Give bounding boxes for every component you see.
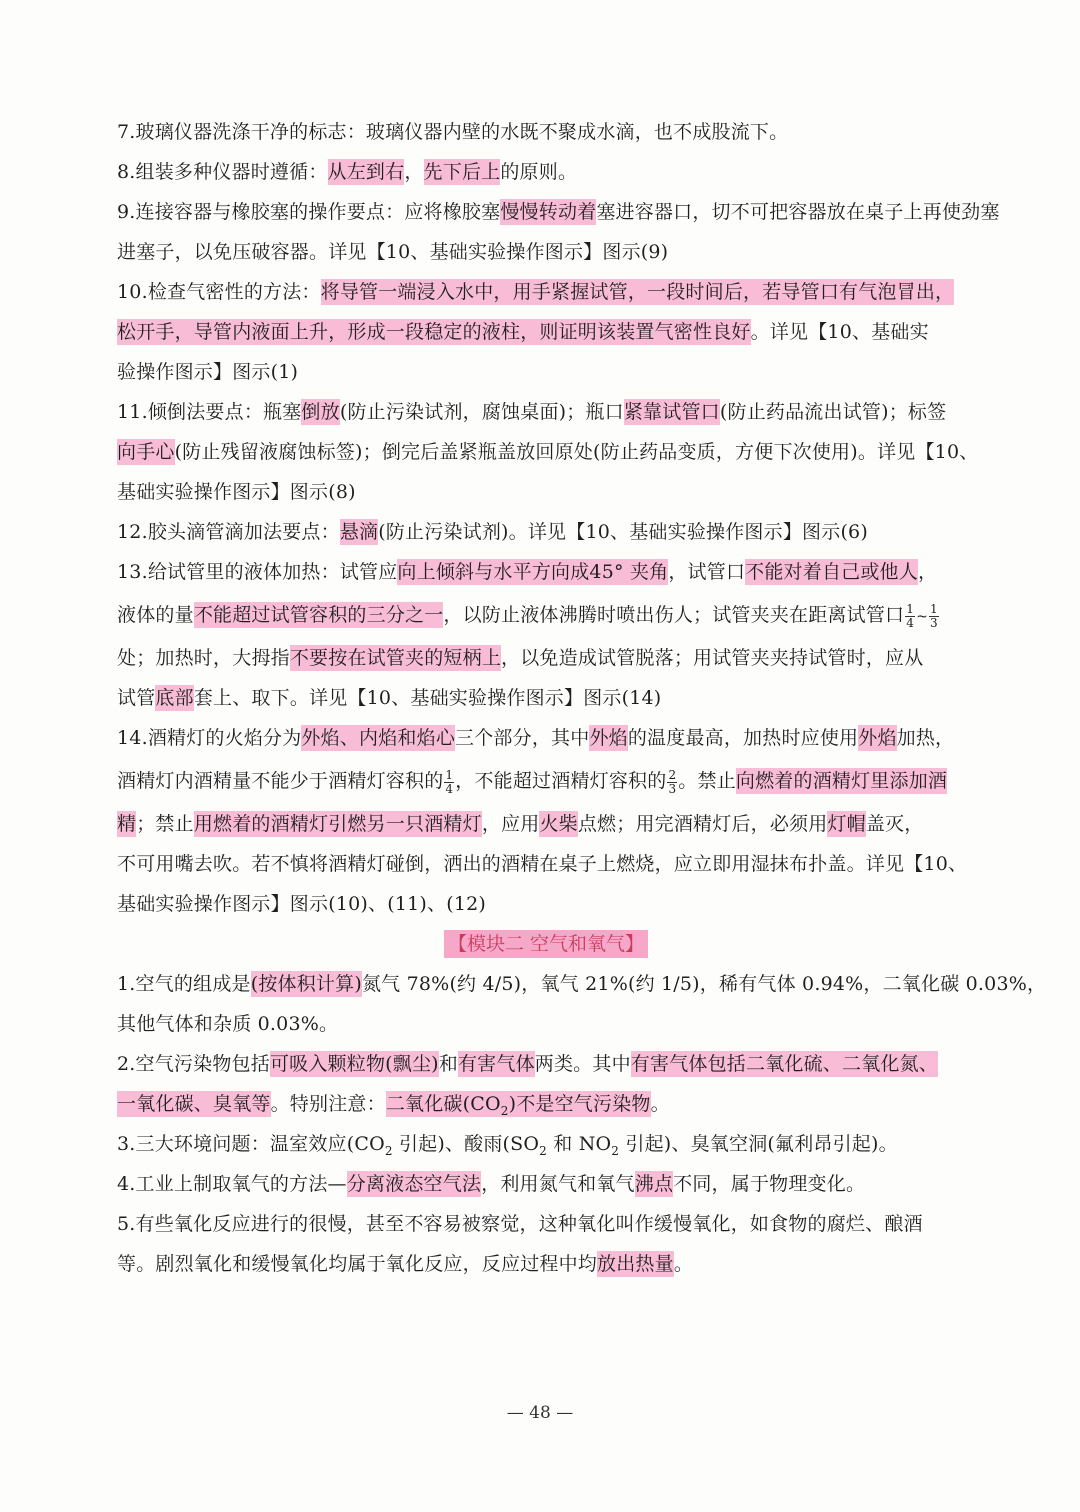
fraction-one-quarter: $\frac{1}{4}$ [906,601,915,630]
module2-item-1-line-2: 其他气体和杂质 0.03%。 [117,1013,339,1035]
module-heading: 【模块二 空气和氧气】 [117,924,975,964]
module2-item-5-line-1: 5.有些氧化反应进行的很慢，甚至不容易被察觉，这种氧化叫作缓慢氧化，如食物的腐烂、酿酒 [117,1213,923,1235]
item-14-line-3: 精；禁止用燃着的酒精灯引燃另一只酒精灯，应用火柴点燃；用完酒精灯后，必须用灯帽盖灭， [117,813,924,835]
item-8: 8.组装多种仪器时遵循：从左到右，先下后上的原则。 [117,161,578,183]
item-9-line-2: 进塞子，以免压破容器。详见【10、基础实验操作图示】图示(9) [117,241,669,263]
module2-item-1-line-1: 1.空气的组成是(按体积计算)氮气 78%(约 4/5)，氧气 21%(约 1/5)，稀有气体 0.94%，二氧化碳 0.03%， [117,973,1047,995]
item-14-line-2: 酒精灯内酒精量不能少于酒精灯容积的 $\frac{1}{4}$ ，不能超过酒精灯容积的 $\frac{2}{3}$ 。禁止向燃着的酒精灯里添加酒 [117,767,948,796]
page-content [117,112,1047,1284]
item-14-line-1: 14.酒精灯的火焰分为外焰、内焰和焰心三个部分，其中外焰的温度最高，加热时应使用外焰加热， [117,727,955,749]
fraction-two-thirds: $\frac{2}{3}$ [668,767,677,796]
item-13-line-3: 处；加热时，大拇指不要按在试管夹的短柄上，以免造成试管脱落；用试管夹夹持试管时，应从 [117,647,924,669]
item-11-line-1: 11.倾倒法要点：瓶塞倒放(防止污染试剂，腐蚀桌面)；瓶口紧靠试管口(防止药品流出试管)；标签 [117,401,947,423]
item-12: 12.胶头滴管滴加法要点：悬滴(防止污染试剂)。详见【10、基础实验操作图示】图示(6) [117,521,868,543]
item-10-line-1: 10.检查气密性的方法：将导管一端浸入水中，用手紧握试管，一段时间后，若导管口有气泡冒出， [117,281,955,303]
fraction-one-third: $\frac{1}{3}$ [930,601,938,630]
module2-item-3: 3.三大环境问题：温室效应($CO_2$ 引起)、酸雨($SO_2$ 和 $NO_2$ 引起)、臭氧空洞(氟利昂引起)。 [117,1133,898,1158]
fraction-one-quarter: $\frac{1}{4}$ [445,767,454,796]
item-10-line-3: 验操作图示】图示(1) [117,361,299,383]
module2-item-2-line-2: 一氧化碳、臭氧等。特别注意：二氧化碳$(CO_2)$不是空气污染物。 [117,1093,670,1118]
item-14-line-5: 基础实验操作图示】图示(10)、(11)、(12) [117,893,487,915]
item-14-line-4: 不可用嘴去吹。若不慎将酒精灯碰倒，洒出的酒精在桌子上燃烧，应立即用湿抹布扑盖。详见【10、 [117,853,968,875]
item-11-line-2: 向手心(防止残留液腐蚀标签)；倒完后盖紧瓶盖放回原处(防止药品变质，方便下次使用)。详见【10、 [117,441,979,463]
module2-item-2-line-1: 2.空气污染物包括可吸入颗粒物(飘尘)和有害气体两类。其中有害气体包括二氧化硫、二氧化氮、 [117,1053,938,1075]
item-11-line-3: 基础实验操作图示】图示(8) [117,481,356,503]
item-9-line-1: 9.连接容器与橡胶塞的操作要点：应将橡胶塞慢慢转动着塞进容器口，切不可把容器放在桌子上再使劲塞 [117,201,1000,223]
co2-note: 二氧化碳$(CO_2)$不是空气污染物 [385,1093,651,1118]
item-13-line-1: 13.给试管里的液体加热：试管应向上倾斜与水平方向成45° 夹角，试管口不能对着自己或他人， [117,561,938,583]
page-number: — 48 — [506,1403,574,1423]
item-13-line-4: 试管底部套上、取下。详见【10、基础实验操作图示】图示(14) [117,687,662,709]
item-7: 7.玻璃仪器洗涤干净的标志：玻璃仪器内壁的水既不聚成水滴，也不成股流下。 [117,121,789,143]
module2-item-4: 4.工业上制取氧气的方法—分离液态空气法，利用氮气和氧气沸点不同，属于物理变化。 [117,1173,866,1195]
module2-item-5-line-2: 等。剧烈氧化和缓慢氧化均属于氧化反应，反应过程中均放出热量。 [117,1253,694,1275]
item-13-line-2: 液体的量不能超过试管容积的三分之一，以防止液体沸腾时喷出伤人；试管夹夹在距离试管口 $\frac{1}{4}$ ~ $\frac{1}{3}$ [117,601,938,630]
item-10-line-2: 松开手，导管内液面上升，形成一段稳定的液柱，则证明该装置气密性良好。详见【10、基础实 [117,321,929,343]
